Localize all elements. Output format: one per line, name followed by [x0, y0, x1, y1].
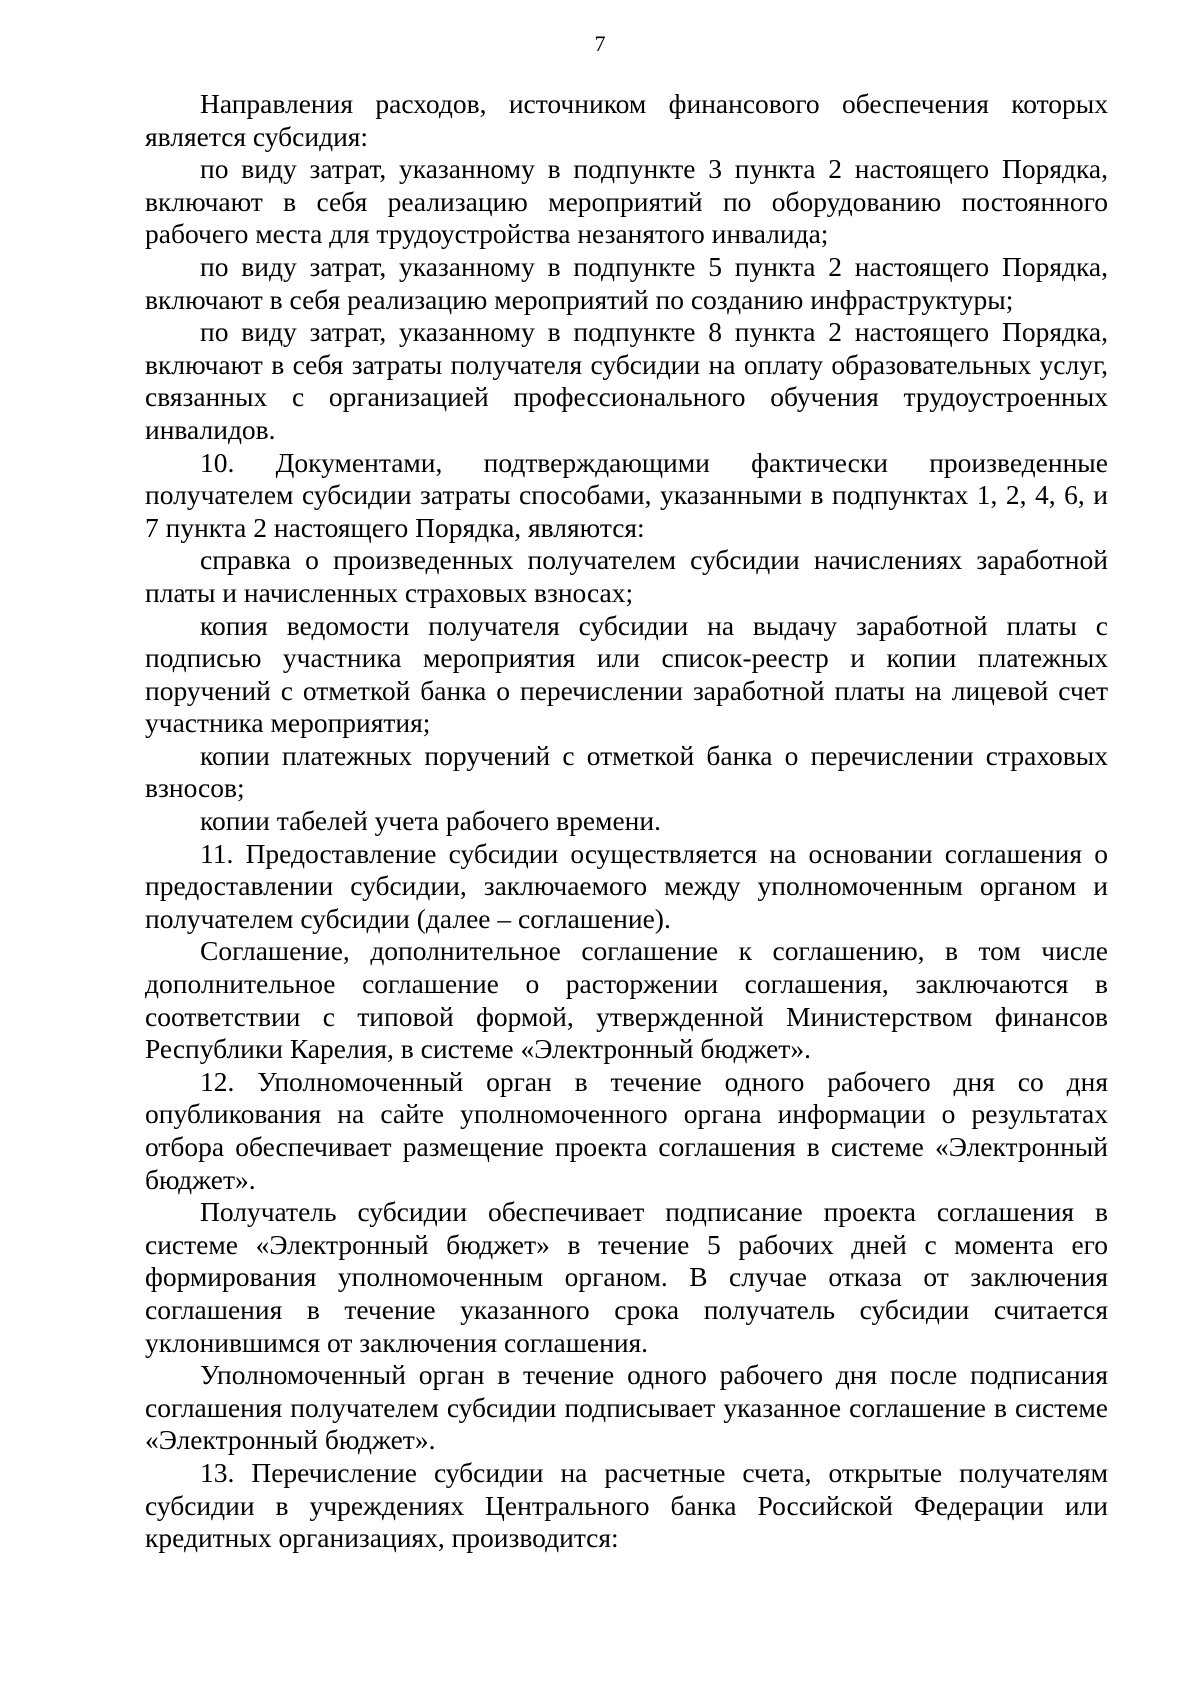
paragraph: справка о произведенных получателем субсидии начислениях заработной платы и начисленных страховых взносах; [145, 544, 1108, 608]
paragraph: копии табелей учета рабочего времени. [200, 805, 661, 837]
paragraph: копии платежных поручений с отметкой банка о перечислении страховых взносов; [145, 739, 1108, 804]
paragraph: по виду затрат, указанному в подпункте 5 пункта 2 настоящего Порядка, включают в себя реализацию мероприятий по созданию инфраструктуры; [145, 250, 1108, 315]
paragraph: 12. Уполномоченный орган в течение одного рабочего дня со дня опубликования на сайте уполномоченного органа информации о результатах отбора обеспечивает размещение проекта соглашения в системе «Электронный бюджет». [145, 1065, 1108, 1195]
paragraph: Получатель субсидии обеспечивает подписание проекта соглашения в системе «Электронный бюджет» в течение 5 рабочих дней с момента его формирования уполномоченным органом. В случае отказа от заключения соглашения в течение указанного срока получатель субсидии считается уклонившимся от заключения соглашения. [145, 1196, 1108, 1358]
paragraph: Уполномоченный орган в течение одного рабочего дня после подписания соглашения получателем субсидии подписывает указанное соглашение в системе «Электронный бюджет». [145, 1359, 1108, 1456]
paragraph: копия ведомости получателя субсидии на выдачу заработной платы с подписью участника мероприятия или список-реестр и копии платежных поручений с отметкой банка о перечислении заработной платы на лицевой счет участника мероприятия; [145, 609, 1108, 739]
paragraph: 10. Документами, подтверждающими фактически произведенные получателем субсидии затраты способами, указанными в подпунктах 1, 2, 4, 6, и 7 пункта 2 настоящего Порядка, являются: [145, 446, 1108, 543]
paragraph: Направления расходов, источником финансового обеспечения которых является субсидия: [145, 88, 1108, 152]
paragraph: Соглашение, дополнительное соглашение к соглашению, в том числе дополнительное соглашение о расторжении соглашения, заключаются в соответствии с типовой формой, утвержденной Министерством финансов Республики Карелия, в системе «Электронный бюджет». [145, 935, 1108, 1065]
document-body [145, 88, 1108, 1555]
page-number: 7 [594, 31, 606, 56]
paragraph: 11. Предоставление субсидии осуществляется на основании соглашения о предоставлении субсидии, заключаемого между уполномоченным органом и получателем субсидии (далее – соглашение). [145, 837, 1108, 934]
paragraph: по виду затрат, указанному в подпункте 3 пункта 2 настоящего Порядка, включают в себя реализацию мероприятий по оборудованию постоянного рабочего места для трудоустройства незанятого инвалида; [145, 153, 1108, 250]
paragraph: 13. Перечисление субсидии на расчетные счета, открытые получателям субсидии в учреждениях Центрального банка Российской Федерации или кредитных организациях, производится: [145, 1456, 1108, 1554]
paragraph: по виду затрат, указанному в подпункте 8 пункта 2 настоящего Порядка, включают в себя затраты получателя субсидии на оплату образовательных услуг, связанных с организацией профессионального обучения трудоустроенных инвалидов. [145, 316, 1108, 445]
